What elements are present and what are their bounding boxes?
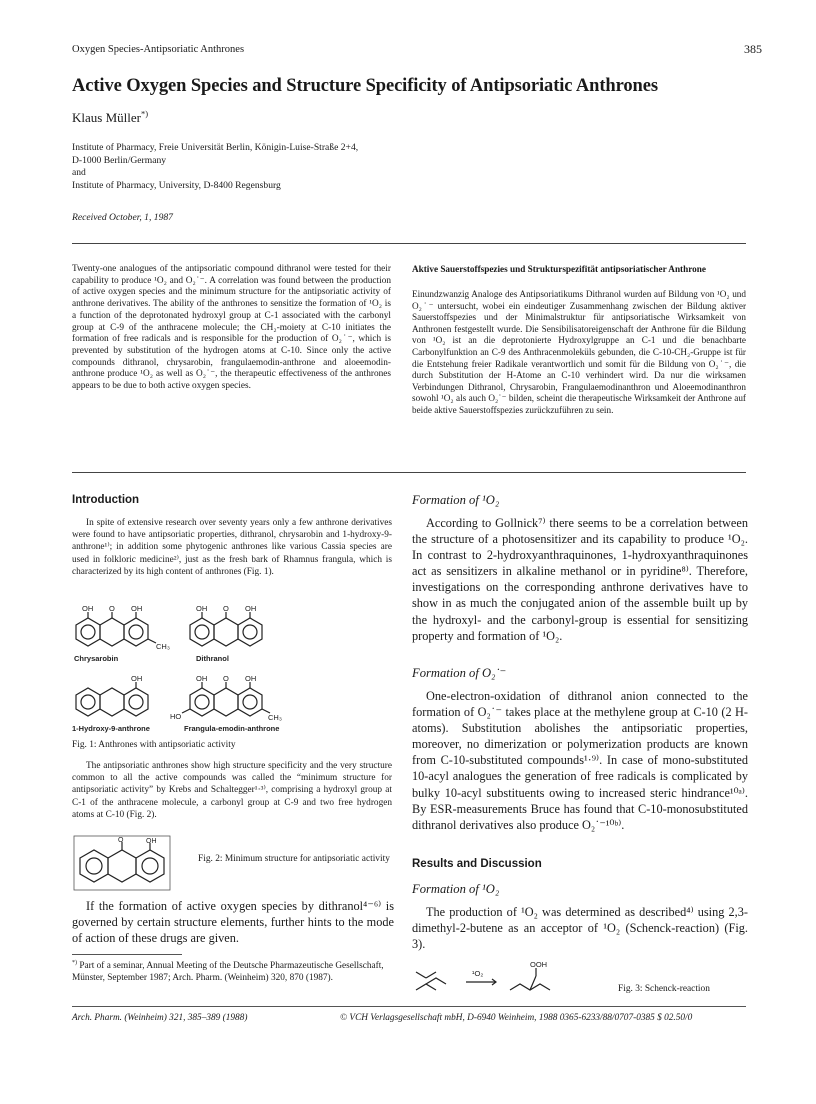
figure-2-caption: Fig. 2: Minimum structure for antipsoriatic activity: [198, 854, 390, 864]
ring: [129, 695, 143, 709]
ring: [108, 850, 136, 882]
atom-label: OH: [131, 604, 143, 613]
ring: [214, 618, 238, 646]
ring: [190, 618, 214, 646]
affiliation-line: D-1000 Berlin/Germany: [72, 154, 167, 166]
ring: [136, 850, 164, 882]
publisher-line: © VCH Verlagsgesellschaft mbH, D-6940 Weinheim, 1988 0365-6233/88/0707-0385 $ 02.50/0: [340, 1013, 693, 1023]
atom-label: CH₃: [268, 713, 282, 722]
figure-2-structure: [72, 834, 192, 894]
divider-top: [72, 243, 746, 244]
reactant-bond: [416, 972, 426, 978]
bond: [182, 709, 190, 713]
abstract-de-title: Aktive Sauerstoffspezies und Strukturspezifität antipsoriatischer Anthrone: [412, 264, 706, 274]
footnote-rule: [72, 954, 182, 955]
paragraph-text: The antipsoriatic anthrones show high structure specificity and the very structure common to all the active compounds was called the “minimum structure for antipsoriatic activity” by Krebs and Schaltegger¹·³⁾, comprising a hydroxyl group at C-1 of the anthracene molecule, a carbonyl group at C-9 and two free hydrogen atoms at C-10 (Fig. 2).: [72, 761, 392, 820]
ring: [76, 688, 100, 716]
atom-label: O: [118, 837, 124, 844]
reactant-molecule: [426, 978, 446, 984]
author-footnote-mark: *): [140, 108, 148, 119]
abstract-de: Einundzwanzig Analoge des Antipsoriatikums Dithranol wurden auf Bildung von ¹O₂ und O₂˙⁻ untersucht, wobei ein eindeutiger Zusammenhang zwischen der Bildung aktiver Sauerstoffspezies und der Minimalstruktur für antipsoriatische Wirksamkeit von Anthronen festgestellt wurde. Die Sensibilisatoreigenschaft der Anthrone für die Bildung von ¹O₂ ist an die deprotonierte Hydroxylgruppe an C-1 und die benachbarte Carbonylfunktion an C-9 des Anthracenmoleküls gebunden, die C-10-CH₂-Gruppe ist für die Entstehung freier Radikale verantwortlich und somit für die Bildung von O₂˙⁻, die durch Substitution der H-Atome an C-10 verhindert wird. Da nur die wirksamen Verbindungen Dithranol, Chrysarobin, Frangulaemodinanthron und Aloeemodinanthron sowohl ¹O₂ als auch O₂˙⁻ bilden, scheint die therapeutische Wirksamkeit der Anthrone auf beide aktive Sauerstoffspezies zurückzuführen zu sein.: [412, 289, 746, 415]
atom-label: CH₃: [156, 642, 170, 651]
ring: [238, 688, 262, 716]
formation-o2-text: [412, 688, 748, 833]
ring: [190, 688, 214, 716]
introduction-paragraph-2: [72, 760, 392, 821]
formation-1o2-text: [412, 515, 748, 644]
ring: [238, 618, 262, 646]
reagent-label: ¹O₂: [472, 969, 484, 978]
atom-label: HO: [170, 712, 182, 721]
structure-label: Chrysarobin: [74, 654, 119, 663]
footnote: [72, 960, 392, 984]
affiliation-line: Institute of Pharmacy, University, D-8400 Regensburg: [72, 179, 281, 191]
running-head: Oxygen Species-Antipsoriatic Anthrones: [72, 44, 245, 55]
paragraph-text: One-electron-oxidation of dithranol anion connected to the formation of O₂˙⁻ takes place at the methylene group at C-10 (2 H-atoms). Substitution abolishes the antipsoriatic properties, moreover, no dimerization or polymerization products are known from C-10-substituted compounds¹·⁹⁾. In case of mono-substituted 10-acyl analogues the generation of free radicals is complicated by bulky 10-acyl substituents owing to increased steric hindrance¹⁰ᵃ⁾. By ESR-measurements Bruce has found that C-10-monosubstituted dithranol derivatives also produce O₂˙⁻¹⁰ᵇ⁾.: [412, 689, 748, 832]
paragraph-text: According to Gollnick⁷⁾ there seems to be a correlation between the structure of a photosensitizer and its capability to produce ¹O₂. In contrast to 2-hydroxyanthraquinones, 1-hydroxyanthraquinones act as sensitizers in alkaline methanol or in pyridine⁸⁾. Therefore, investigations on the corresponding anthrone derivatives have to show in as much the conjugated anion of the assemble built up by the hydroxyl- and the carbonyl-group is essential for sensitizing property and formation of ¹O₂.: [412, 516, 748, 643]
ring: [100, 688, 124, 716]
atom-label: OH: [245, 674, 257, 683]
results-text: [412, 904, 748, 952]
journal-citation: Arch. Pharm. (Weinheim) 321, 385–389 (1988): [72, 1013, 248, 1023]
article-title: Active Oxygen Species and Structure Specificity of Antipsoriatic Anthrones: [72, 76, 658, 96]
ring: [124, 618, 148, 646]
ring: [129, 625, 143, 639]
ring: [80, 850, 108, 882]
atom-label: OH: [196, 604, 208, 613]
bond: [148, 639, 156, 643]
results-heading: Results and Discussion: [412, 858, 542, 870]
ring: [100, 618, 124, 646]
results-subheading: Formation of ¹O₂: [412, 882, 500, 896]
divider-abstract: [72, 472, 746, 473]
footnote-mark: *): [72, 959, 78, 966]
structure-label: Frangula-emodin-anthrone: [184, 724, 280, 733]
reactant-molecule: [416, 984, 436, 990]
received-date: Received October, 1, 1987: [72, 212, 173, 223]
formation-1o2-heading: Formation of ¹O₂: [412, 493, 500, 507]
atom-label: OH: [82, 604, 94, 613]
structure-label: 1-Hydroxy-9-anthrone: [72, 724, 150, 733]
ring: [142, 858, 158, 874]
ring: [195, 625, 209, 639]
atom-label: OH: [196, 674, 208, 683]
figure-1-caption: Fig. 1: Anthrones with antipsoriatic activity: [72, 740, 236, 750]
page-number: 385: [744, 42, 762, 56]
figure-1-structures: [72, 603, 392, 753]
introduction-paragraph-3: [72, 898, 394, 946]
footer-rule: [72, 1006, 746, 1007]
ring: [81, 695, 95, 709]
paragraph-text: The production of ¹O₂ was determined as described⁴⁾ using 2,3-dimethyl-2-butene as an acceptor of ¹O₂ (Schenck-reaction) (Fig. 3).: [412, 905, 748, 952]
ring: [243, 625, 257, 639]
paragraph-text: If the formation of active oxygen species by dithranol⁴⁻⁶⁾ is governed by certain structure elements, further hints to the mode of action of these drugs are given.: [72, 899, 394, 945]
ring: [243, 695, 257, 709]
atom-label: O: [223, 674, 229, 683]
atom-label: O: [223, 604, 229, 613]
ring: [86, 858, 102, 874]
footnote-text: Part of a seminar, Annual Meeting of the Deutsche Pharmazeutische Gesellschaft, Münster, September 1987; Arch. Pharm. (Weinheim) 320, 870 (1987).: [72, 961, 384, 984]
atom-label: OH: [131, 674, 143, 683]
ring: [124, 688, 148, 716]
ring: [76, 618, 100, 646]
abstract-en: Twenty-one analogues of the antipsoriatic compound dithranol were tested for their capability to produce ¹O₂ and O₂˙⁻. A correlation was found between the production of active oxygen species and the minimum structure for the antipsoriatic activity of anthrone derivatives. The ability of the anthrones to sensitize the formation of ¹O₂ is a function of the deprotonated hydroxyl group at C-1 associated with the carbonyl group at C-9 of the anthracene molecule; the CH₂-moiety at C-10 initiates the formation of free radicals and is responsible for the production of O₂˙⁻, which is prevented by substitution of the hydrogen atoms at C-10. Since only the active compounds dithranol, chrysarobin, frangulaemodin-anthrone and aloeemodin-anthrone produce ¹O₂ as well as O₂˙⁻, the therapeutic effectiveness of the anthrones appears to be due to both active oxygen species.: [72, 264, 391, 392]
affiliation-line: and: [72, 167, 86, 179]
structure-label: Dithranol: [196, 654, 229, 663]
atom-label: OH: [245, 604, 257, 613]
reactant-bond: [426, 972, 436, 978]
atom-label: O: [109, 604, 115, 613]
author-name: Klaus Müller: [72, 110, 141, 125]
formation-o2-heading: Formation of O₂˙⁻: [412, 666, 507, 680]
atom-label: OOH: [530, 960, 548, 969]
figure-3-reaction: [412, 958, 592, 998]
affiliation: [72, 142, 452, 192]
atom-label: OH: [146, 838, 157, 845]
affiliation-line: Institute of Pharmacy, Freie Universität Berlin, Königin-Luise-Straße 2+4,: [72, 142, 359, 153]
introduction-heading: Introduction: [72, 494, 140, 506]
paragraph-text: In spite of extensive research over seventy years only a few anthrone derivatives were found to have antipsoriatic properties, dithranol, chrysarobin and 1-hydroxy-9-anthrone¹⁾; in addition some phytogenic anthrones like various Cassia species are used in folkloric medicine²⁾, just as the fresh bark of Rhamnus frangula, which is characterized by its high content of anthrones (Fig. 1).: [72, 518, 392, 577]
ring: [81, 625, 95, 639]
author: [72, 110, 148, 126]
ring: [214, 688, 238, 716]
ring: [195, 695, 209, 709]
introduction-paragraph-1: [72, 517, 392, 578]
figure-3-caption: Fig. 3: Schenck-reaction: [618, 984, 710, 994]
